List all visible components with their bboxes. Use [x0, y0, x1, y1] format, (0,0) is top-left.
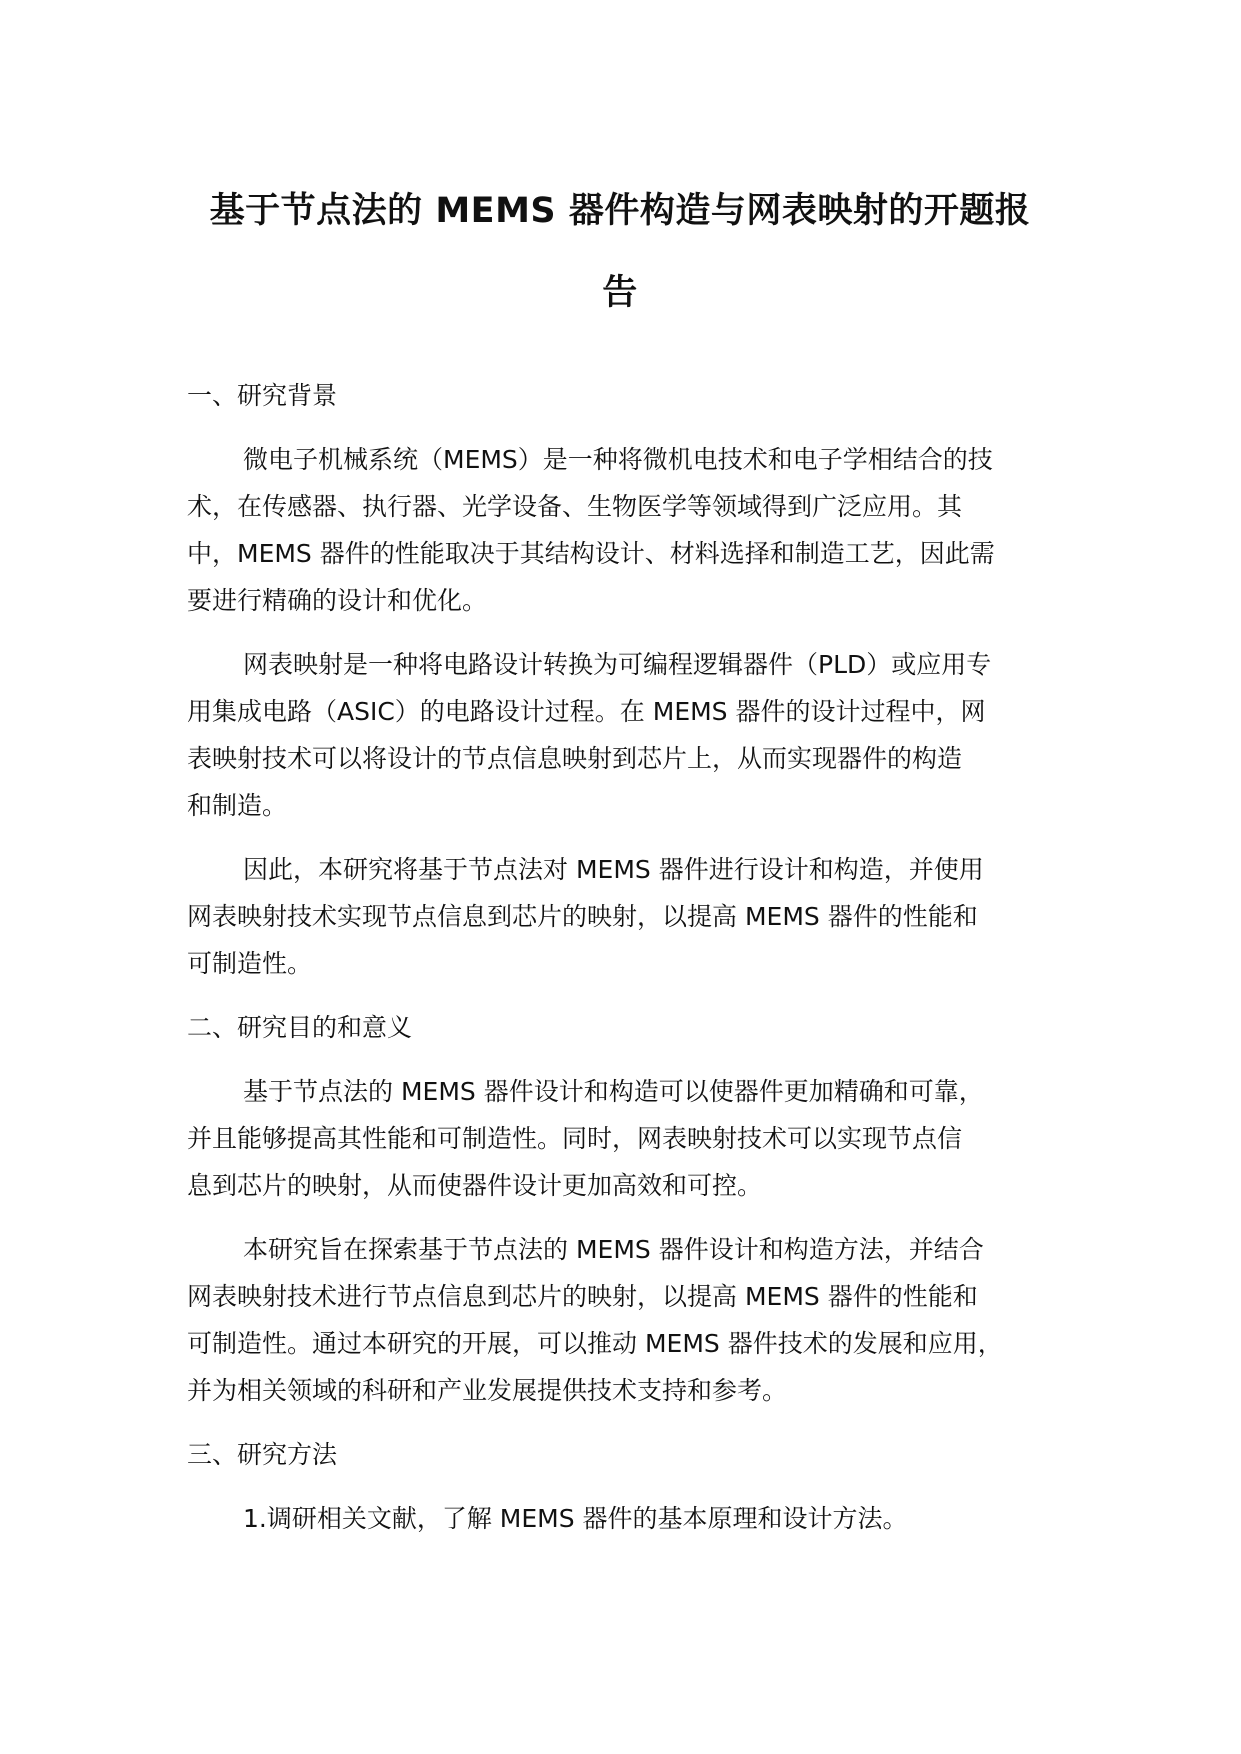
section-heading-background: 一、研究背景 — [187, 381, 338, 410]
paragraph-line: 中，MEMS 器件的性能取决于其结构设计、材料选择和制造工艺，因此需 — [187, 539, 995, 568]
paragraph-line: 网表映射技术实现节点信息到芯片的映射，以提高 MEMS 器件的性能和 — [187, 902, 978, 931]
paragraph-line: 和制造。 — [187, 791, 288, 820]
paragraph-research-goal — [187, 846, 1067, 987]
title-line-1: 基于节点法的 MEMS 器件构造与网表映射的开题报 — [209, 191, 1031, 231]
paragraph-mems-intro — [187, 436, 1067, 624]
paragraph-line: 用集成电路（ASIC）的电路设计过程。在 MEMS 器件的设计过程中，网 — [187, 697, 986, 726]
paragraph-line: 微电子机械系统（MEMS）是一种将微机电技术和电子学相结合的技 — [243, 445, 993, 474]
method-item-1 — [187, 1495, 1067, 1542]
paragraph-line: 可制造性。 — [187, 949, 313, 978]
title-line-2: 告 — [602, 273, 638, 313]
section-heading-methods: 三、研究方法 — [187, 1440, 338, 1469]
paragraph-line: 表映射技术可以将设计的节点信息映射到芯片上，从而实现器件的构造 — [187, 744, 963, 773]
paragraph-line: 网表映射是一种将电路设计转换为可编程逻辑器件（PLD）或应用专 — [243, 650, 992, 679]
paragraph-line: 要进行精确的设计和优化。 — [187, 586, 488, 615]
paragraph-purpose-2 — [187, 1226, 1067, 1414]
paragraph-line: 息到芯片的映射，从而使器件设计更加高效和可控。 — [187, 1171, 763, 1200]
paragraph-line: 本研究旨在探索基于节点法的 MEMS 器件设计和构造方法，并结合 — [243, 1235, 984, 1264]
paragraph-purpose-1 — [187, 1068, 1067, 1209]
paragraph-line: 因此，本研究将基于节点法对 MEMS 器件进行设计和构造，并使用 — [243, 855, 984, 884]
paragraph-line: 可制造性。通过本研究的开展，可以推动 MEMS 器件技术的发展和应用， — [187, 1329, 1003, 1358]
paragraph-line: 并且能够提高其性能和可制造性。同时，网表映射技术可以实现节点信 — [187, 1124, 963, 1153]
paragraph-line: 1.调研相关文献，了解 MEMS 器件的基本原理和设计方法。 — [243, 1504, 908, 1533]
document-body — [187, 372, 1067, 1542]
paragraph-line: 网表映射技术进行节点信息到芯片的映射，以提高 MEMS 器件的性能和 — [187, 1282, 978, 1311]
paragraph-line: 基于节点法的 MEMS 器件设计和构造可以使器件更加精确和可靠， — [243, 1077, 984, 1106]
paragraph-line: 术，在传感器、执行器、光学设备、生物医学等领域得到广泛应用。其 — [187, 492, 963, 521]
section-heading-purpose: 二、研究目的和意义 — [187, 1013, 413, 1042]
paragraph-netlist-mapping — [187, 641, 1067, 829]
document-title — [170, 170, 1070, 334]
paragraph-line: 并为相关领域的科研和产业发展提供技术支持和参考。 — [187, 1376, 788, 1405]
